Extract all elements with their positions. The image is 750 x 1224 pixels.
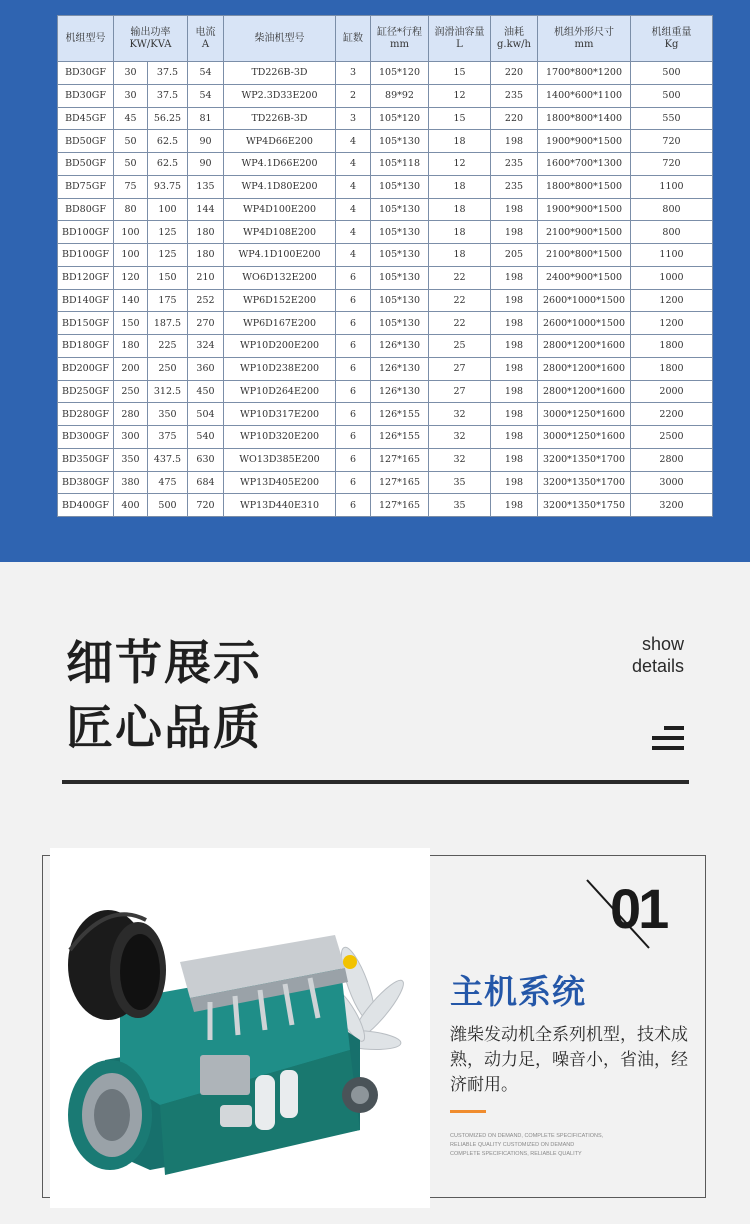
table-cell: 12 — [429, 153, 491, 176]
table-row — [58, 130, 713, 153]
table-cell: 3200 — [631, 494, 713, 517]
table-cell: 380 — [114, 471, 148, 494]
table-cell: 1200 — [631, 312, 713, 335]
table-cell: 32 — [429, 426, 491, 449]
table-cell: BD80GF — [58, 198, 114, 221]
table-cell: 1000 — [631, 266, 713, 289]
oil-filter-icon — [255, 1075, 275, 1130]
feature-note — [450, 1132, 690, 1159]
table-cell: 500 — [631, 84, 713, 107]
header-oil-capacity: 润滑油容量 L — [429, 16, 491, 62]
table-cell: 630 — [188, 448, 224, 471]
table-cell: 6 — [336, 471, 371, 494]
table-cell: 2600*1000*1500 — [538, 312, 631, 335]
table-cell: 90 — [188, 130, 224, 153]
table-row — [58, 335, 713, 358]
table-cell: BD100GF — [58, 221, 114, 244]
spec-section — [0, 0, 750, 562]
table-cell: BD350GF — [58, 448, 114, 471]
table-cell: 1200 — [631, 289, 713, 312]
table-cell: 4 — [336, 221, 371, 244]
header-current: 电流 A — [188, 16, 224, 62]
spec-table — [57, 15, 713, 517]
table-cell: 105*120 — [371, 107, 429, 130]
table-cell: TD226B-3D — [224, 107, 336, 130]
feature-title: 主机系统 — [450, 972, 586, 1011]
menu-lines-icon — [652, 726, 684, 750]
table-cell: 198 — [491, 335, 538, 358]
table-cell: 3200*1350*1700 — [538, 471, 631, 494]
table-cell: 198 — [491, 312, 538, 335]
table-cell: 2400*900*1500 — [538, 266, 631, 289]
table-cell: 180 — [114, 335, 148, 358]
table-cell: 220 — [491, 107, 538, 130]
table-row — [58, 312, 713, 335]
table-cell: 126*155 — [371, 403, 429, 426]
en-title-line1: show — [641, 634, 684, 654]
table-row — [58, 244, 713, 267]
table-cell: 198 — [491, 448, 538, 471]
table-row — [58, 380, 713, 403]
table-cell: 360 — [188, 357, 224, 380]
table-cell: BD30GF — [58, 62, 114, 85]
table-row — [58, 266, 713, 289]
table-cell: BD380GF — [58, 471, 114, 494]
note-line: CUSTOMIZED ON DEMAND, COMPLETE SPECIFICATIONS, — [450, 1133, 604, 1139]
header-fuel-consumption: 油耗 g.kw/h — [491, 16, 538, 62]
table-cell: 2100*800*1500 — [538, 244, 631, 267]
table-cell: 540 — [188, 426, 224, 449]
table-cell: 3200*1350*1700 — [538, 448, 631, 471]
table-cell: 235 — [491, 153, 538, 176]
table-cell: 18 — [429, 198, 491, 221]
table-cell: 2100*900*1500 — [538, 221, 631, 244]
table-cell: 504 — [188, 403, 224, 426]
table-cell: 720 — [631, 130, 713, 153]
table-row — [58, 221, 713, 244]
table-cell: BD400GF — [58, 494, 114, 517]
table-cell: 1800*800*1400 — [538, 107, 631, 130]
table-cell: 32 — [429, 403, 491, 426]
table-cell: 27 — [429, 380, 491, 403]
table-cell: 500 — [148, 494, 188, 517]
header-power: 输出功率 KW/KVA — [114, 16, 188, 62]
table-cell: 4 — [336, 130, 371, 153]
table-cell: WP10D238E200 — [224, 357, 336, 380]
table-row — [58, 494, 713, 517]
table-cell: 56.25 — [148, 107, 188, 130]
table-cell: 1100 — [631, 244, 713, 267]
table-cell: 180 — [188, 221, 224, 244]
table-cell: 18 — [429, 221, 491, 244]
table-cell: 126*130 — [371, 380, 429, 403]
table-cell: 1800 — [631, 335, 713, 358]
table-cell: 62.5 — [148, 153, 188, 176]
table-cell: 475 — [148, 471, 188, 494]
table-cell: 1900*900*1500 — [538, 198, 631, 221]
table-cell: BD75GF — [58, 175, 114, 198]
table-cell: 6 — [336, 380, 371, 403]
table-cell: 27 — [429, 357, 491, 380]
table-cell: BD100GF — [58, 244, 114, 267]
table-cell: BD50GF — [58, 130, 114, 153]
table-cell: 235 — [491, 175, 538, 198]
table-cell: 6 — [336, 312, 371, 335]
table-cell: 2000 — [631, 380, 713, 403]
table-cell: 125 — [148, 244, 188, 267]
table-cell: 6 — [336, 494, 371, 517]
table-cell: 324 — [188, 335, 224, 358]
table-cell: 3 — [336, 62, 371, 85]
table-cell: BD50GF — [58, 153, 114, 176]
table-cell: 22 — [429, 289, 491, 312]
table-cell: BD200GF — [58, 357, 114, 380]
table-cell: 187.5 — [148, 312, 188, 335]
table-cell: 198 — [491, 266, 538, 289]
table-cell: 4 — [336, 198, 371, 221]
table-cell: 150 — [114, 312, 148, 335]
table-cell: 105*130 — [371, 175, 429, 198]
table-cell: 1900*900*1500 — [538, 130, 631, 153]
table-cell: 22 — [429, 312, 491, 335]
table-cell: 225 — [148, 335, 188, 358]
table-cell: 18 — [429, 130, 491, 153]
table-cell: 1800 — [631, 357, 713, 380]
oil-cap-icon — [343, 955, 357, 969]
table-cell: 210 — [188, 266, 224, 289]
table-cell: 54 — [188, 84, 224, 107]
table-cell: 105*120 — [371, 62, 429, 85]
table-cell: 100 — [114, 221, 148, 244]
table-cell: 50 — [114, 153, 148, 176]
detail-title-line2: 匠心品质 — [66, 701, 262, 756]
header-weight: 机组重量 Kg — [631, 16, 713, 62]
table-cell: 720 — [188, 494, 224, 517]
table-cell: BD120GF — [58, 266, 114, 289]
table-cell: 105*130 — [371, 244, 429, 267]
table-cell: 3 — [336, 107, 371, 130]
table-cell: 35 — [429, 494, 491, 517]
table-cell: BD140GF — [58, 289, 114, 312]
table-cell: 3000 — [631, 471, 713, 494]
table-cell: 2500 — [631, 426, 713, 449]
table-cell: WO6D132E200 — [224, 266, 336, 289]
table-cell: 198 — [491, 289, 538, 312]
table-cell: WP4D66E200 — [224, 130, 336, 153]
table-cell: BD150GF — [58, 312, 114, 335]
table-row — [58, 289, 713, 312]
table-cell: 300 — [114, 426, 148, 449]
header-cylinders: 缸数 — [336, 16, 371, 62]
table-cell: 2 — [336, 84, 371, 107]
table-cell: 4 — [336, 175, 371, 198]
table-cell: 105*130 — [371, 221, 429, 244]
table-cell: 93.75 — [148, 175, 188, 198]
table-cell: 105*130 — [371, 266, 429, 289]
table-cell: 45 — [114, 107, 148, 130]
spec-table-body — [58, 62, 713, 517]
table-cell: 550 — [631, 107, 713, 130]
table-cell: 80 — [114, 198, 148, 221]
table-cell: 90 — [188, 153, 224, 176]
table-cell: 127*165 — [371, 471, 429, 494]
table-cell: 32 — [429, 448, 491, 471]
table-cell: 400 — [114, 494, 148, 517]
table-cell: 250 — [114, 380, 148, 403]
table-cell: 15 — [429, 107, 491, 130]
table-cell: 198 — [491, 426, 538, 449]
table-cell: WO13D385E200 — [224, 448, 336, 471]
table-cell: 1400*600*1100 — [538, 84, 631, 107]
note-line: RELIABLE QUALITY CUSTOMIZED ON DEMAND — [450, 1142, 575, 1148]
table-cell: 500 — [631, 62, 713, 85]
detail-heading-section — [0, 562, 750, 802]
table-cell: 2200 — [631, 403, 713, 426]
table-cell: 2600*1000*1500 — [538, 289, 631, 312]
table-row — [58, 107, 713, 130]
table-cell: 198 — [491, 357, 538, 380]
table-cell: WP6D167E200 — [224, 312, 336, 335]
table-cell: 200 — [114, 357, 148, 380]
table-cell: 2800*1200*1600 — [538, 380, 631, 403]
table-cell: 35 — [429, 471, 491, 494]
table-cell: 120 — [114, 266, 148, 289]
table-cell: 3000*1250*1600 — [538, 403, 631, 426]
table-cell: 37.5 — [148, 62, 188, 85]
table-cell: 350 — [114, 448, 148, 471]
table-cell: 375 — [148, 426, 188, 449]
table-cell: 350 — [148, 403, 188, 426]
table-cell: 6 — [336, 426, 371, 449]
table-cell: 105*130 — [371, 312, 429, 335]
table-cell: 4 — [336, 153, 371, 176]
table-cell: 25 — [429, 335, 491, 358]
table-cell: WP4D108E200 — [224, 221, 336, 244]
table-cell: 105*130 — [371, 198, 429, 221]
table-cell: WP4.1D100E200 — [224, 244, 336, 267]
table-cell: 1700*800*1200 — [538, 62, 631, 85]
table-cell: 198 — [491, 471, 538, 494]
table-cell: WP10D320E200 — [224, 426, 336, 449]
table-cell: 18 — [429, 244, 491, 267]
table-cell: 125 — [148, 221, 188, 244]
table-cell: 6 — [336, 266, 371, 289]
table-cell: BD250GF — [58, 380, 114, 403]
table-cell: 2800 — [631, 448, 713, 471]
table-cell: 800 — [631, 221, 713, 244]
heading-divider — [62, 780, 689, 784]
table-cell: BD300GF — [58, 426, 114, 449]
table-cell: 126*155 — [371, 426, 429, 449]
table-cell: 1800*800*1500 — [538, 175, 631, 198]
table-cell: 198 — [491, 380, 538, 403]
table-cell: 198 — [491, 198, 538, 221]
table-cell: BD30GF — [58, 84, 114, 107]
table-cell: 198 — [491, 403, 538, 426]
feature-accent-rule — [450, 1110, 486, 1113]
table-cell: 270 — [188, 312, 224, 335]
table-cell: 30 — [114, 62, 148, 85]
table-cell: 3200*1350*1750 — [538, 494, 631, 517]
table-cell: 12 — [429, 84, 491, 107]
table-row — [58, 198, 713, 221]
table-cell: 6 — [336, 357, 371, 380]
table-cell: 198 — [491, 221, 538, 244]
detail-title-line1: 细节展示 — [66, 636, 262, 691]
table-cell: 100 — [148, 198, 188, 221]
table-cell: 62.5 — [148, 130, 188, 153]
table-cell: 3000*1250*1600 — [538, 426, 631, 449]
table-cell: 198 — [491, 130, 538, 153]
table-cell: 127*165 — [371, 448, 429, 471]
table-cell: 105*130 — [371, 289, 429, 312]
table-cell: 280 — [114, 403, 148, 426]
table-cell: 6 — [336, 403, 371, 426]
ecu-icon — [200, 1055, 250, 1095]
table-cell: 2800*1200*1600 — [538, 357, 631, 380]
table-cell: 175 — [148, 289, 188, 312]
table-cell: 37.5 — [148, 84, 188, 107]
table-cell: 205 — [491, 244, 538, 267]
table-cell: WP4.1D66E200 — [224, 153, 336, 176]
detail-en-title — [632, 633, 684, 677]
table-cell: WP4D100E200 — [224, 198, 336, 221]
table-cell: 6 — [336, 335, 371, 358]
feature-description: 潍柴发动机全系列机型，技术成熟，动力足，噪音小，省油，经济耐用。 — [450, 1025, 688, 1095]
table-cell: WP13D405E200 — [224, 471, 336, 494]
header-engine-model: 柴油机型号 — [224, 16, 336, 62]
table-row — [58, 84, 713, 107]
table-cell: 135 — [188, 175, 224, 198]
table-cell: 235 — [491, 84, 538, 107]
table-row — [58, 153, 713, 176]
table-cell: 180 — [188, 244, 224, 267]
table-cell: WP10D317E200 — [224, 403, 336, 426]
table-cell: 312.5 — [148, 380, 188, 403]
table-header-row — [58, 16, 713, 62]
table-cell: 140 — [114, 289, 148, 312]
table-row — [58, 403, 713, 426]
table-cell: WP13D440E310 — [224, 494, 336, 517]
en-title-line2: details — [631, 656, 684, 676]
table-cell: TD226B-3D — [224, 62, 336, 85]
table-cell: 220 — [491, 62, 538, 85]
table-cell: WP10D200E200 — [224, 335, 336, 358]
table-cell: WP4.1D80E200 — [224, 175, 336, 198]
table-cell: 6 — [336, 289, 371, 312]
table-row — [58, 62, 713, 85]
table-cell: 100 — [114, 244, 148, 267]
table-cell: 437.5 — [148, 448, 188, 471]
table-cell: 18 — [429, 175, 491, 198]
table-row — [58, 426, 713, 449]
table-cell: 150 — [148, 266, 188, 289]
table-cell: 6 — [336, 448, 371, 471]
table-cell: 15 — [429, 62, 491, 85]
header-dimensions: 机组外形尺寸 mm — [538, 16, 631, 62]
table-cell: 105*130 — [371, 130, 429, 153]
table-cell: 720 — [631, 153, 713, 176]
table-cell: 2800*1200*1600 — [538, 335, 631, 358]
table-cell: BD180GF — [58, 335, 114, 358]
diesel-engine-image — [60, 890, 420, 1190]
table-cell: 1100 — [631, 175, 713, 198]
table-cell: WP2.3D33E200 — [224, 84, 336, 107]
table-cell: 684 — [188, 471, 224, 494]
table-cell: WP6D152E200 — [224, 289, 336, 312]
table-row — [58, 448, 713, 471]
header-model: 机组型号 — [58, 16, 114, 62]
table-cell: 250 — [148, 357, 188, 380]
table-cell: 127*165 — [371, 494, 429, 517]
table-cell: BD45GF — [58, 107, 114, 130]
table-cell: 89*92 — [371, 84, 429, 107]
table-cell: 800 — [631, 198, 713, 221]
table-cell: 30 — [114, 84, 148, 107]
table-cell: 4 — [336, 244, 371, 267]
table-cell: BD280GF — [58, 403, 114, 426]
note-line: COMPLETE SPECIFICATIONS, RELIABLE QUALITY — [450, 1151, 582, 1157]
table-cell: WP10D264E200 — [224, 380, 336, 403]
feature-number: 01 — [610, 877, 667, 940]
table-cell: 144 — [188, 198, 224, 221]
table-row — [58, 357, 713, 380]
table-cell: 450 — [188, 380, 224, 403]
table-cell: 50 — [114, 130, 148, 153]
table-cell: 81 — [188, 107, 224, 130]
table-cell: 252 — [188, 289, 224, 312]
table-cell: 75 — [114, 175, 148, 198]
table-cell: 126*130 — [371, 357, 429, 380]
table-cell: 1600*700*1300 — [538, 153, 631, 176]
table-cell: 126*130 — [371, 335, 429, 358]
table-cell: 54 — [188, 62, 224, 85]
table-row — [58, 471, 713, 494]
header-bore-stroke: 缸径*行程 mm — [371, 16, 429, 62]
table-row — [58, 175, 713, 198]
table-cell: 198 — [491, 494, 538, 517]
table-cell: 105*118 — [371, 153, 429, 176]
table-cell: 22 — [429, 266, 491, 289]
